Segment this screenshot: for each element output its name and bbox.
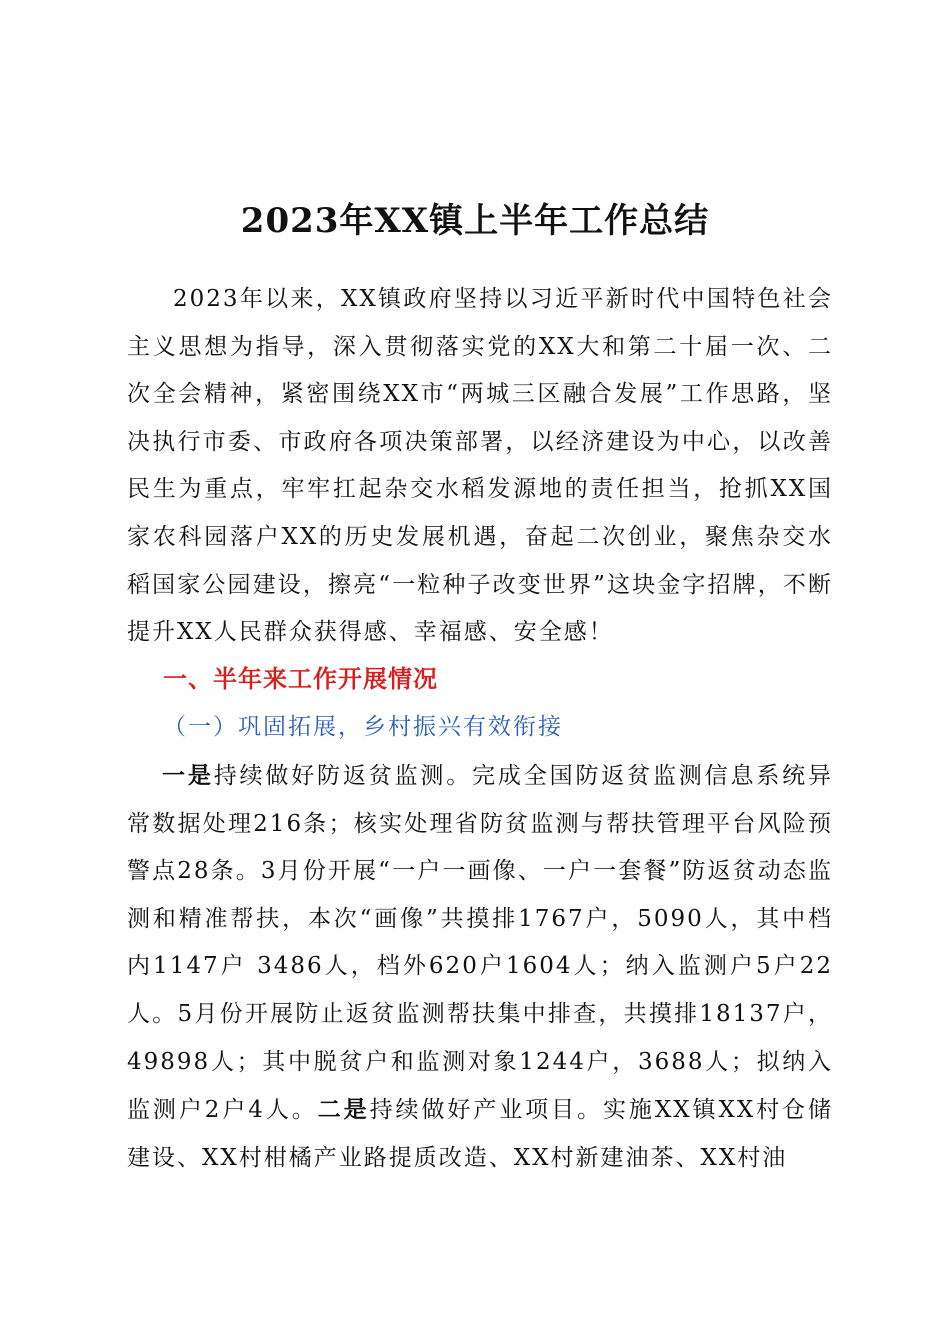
paragraph-text-two: 持续做好产业项目。实施XX镇XX村仓储建设、XX村柑橘产业路提质改造、XX村新建油茶、XX村油 bbox=[127, 1097, 833, 1171]
body-paragraph bbox=[127, 752, 833, 1182]
intro-paragraph: 2023年以来，XX镇政府坚持以习近平新时代中国特色社会主义思想为指导，深入贯彻落实党的XX大和第二十届一次、二次全会精神，紧密围绕XX市“两城三区融合发展”工作思路，坚决执行市委、市政府各项决策部署，以经济建设为中心，以改善民生为重点，牢牢扛起杂交水稻发源地的责任担当，抢抓XX国家农科园落户XX的历史发展机遇，奋起二次创业，聚焦杂交水稻国家公园建设，擦亮“一粒种子改变世界”这块金字招牌，不断提升XX人民群众获得感、幸福感、安全感！ bbox=[127, 286, 833, 646]
lead-term-two: 二是 bbox=[317, 1096, 370, 1124]
document-title: 2023年XX镇上半年工作总结 bbox=[240, 201, 710, 241]
paragraph-text-one: 持续做好防返贫监测。完成全国防返贫监测信息系统异常数据处理216条；核实处理省防贫监测与帮扶管理平台风险预警点28条。3月份开展“一户一画像、一户一套餐”防返贫动态监测和精准帮扶，本次“画像”共摸排1767户，5090人，其中档内1147户 3486人，档外620户1604人；纳入监测户5户22人。5月份开展防止返贫监测帮扶集中排查，共摸排18137户，49898人；其中脱贫户和监测对象1244户，3688人；拟纳入监测户2户4人。 bbox=[127, 763, 834, 1124]
section-heading: 一、半年来工作开展情况 bbox=[163, 665, 438, 693]
lead-term-one: 一是 bbox=[162, 762, 214, 789]
subsection-heading: （一）巩固拓展，乡村振兴有效衔接 bbox=[163, 714, 563, 740]
